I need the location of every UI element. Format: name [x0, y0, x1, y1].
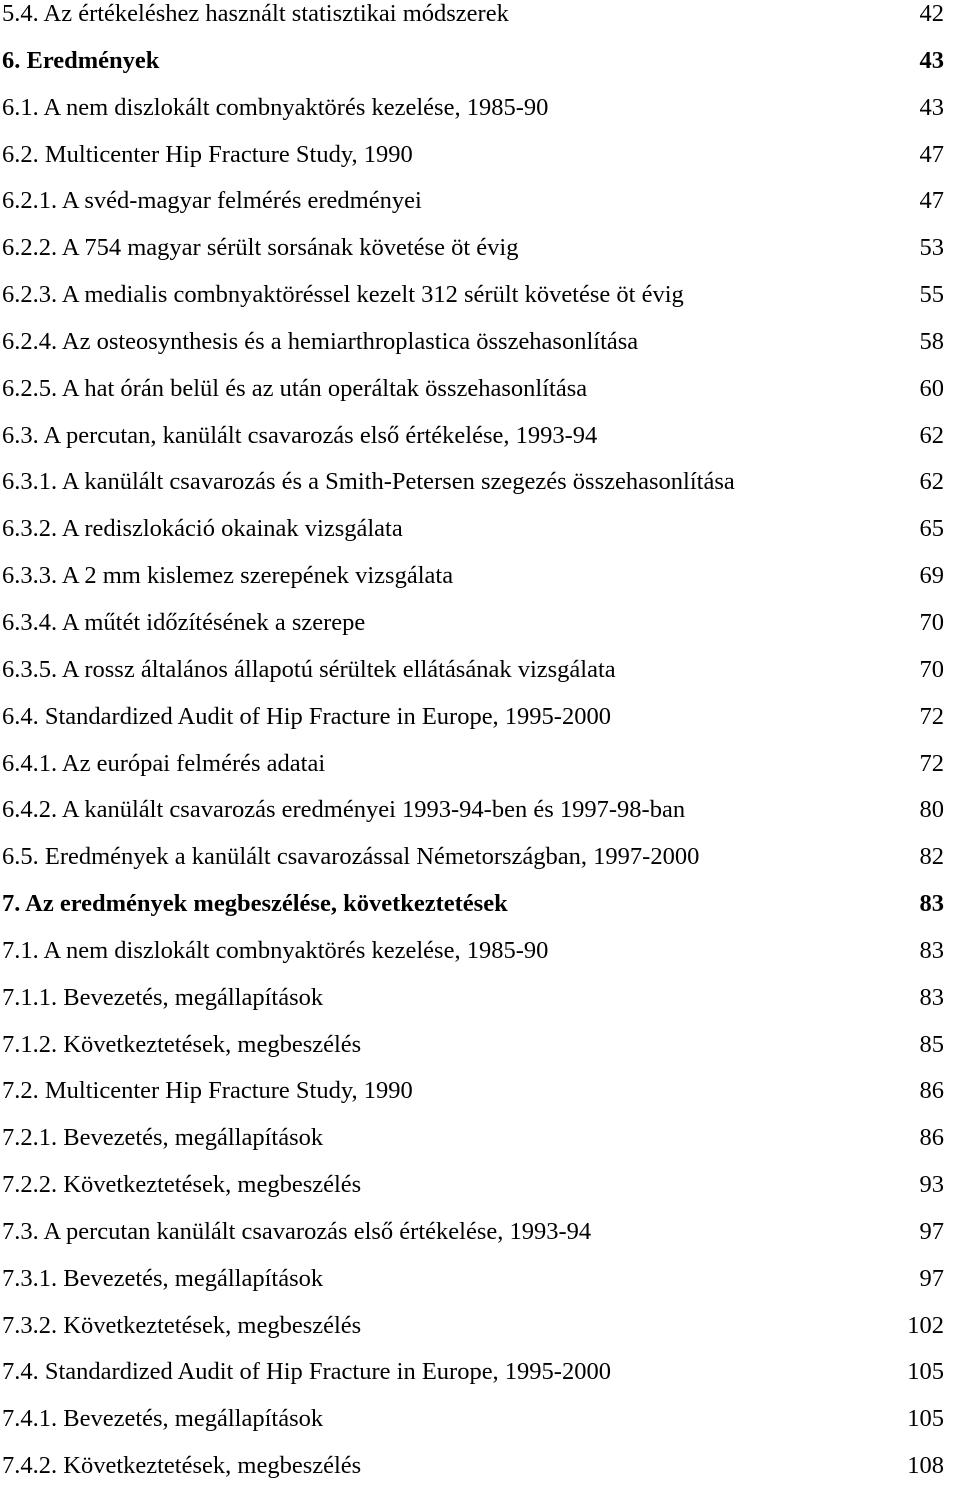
toc-entry-title: 6.3.2. A rediszlokáció okainak vizsgálata	[2, 515, 403, 543]
toc-entry-title: 6.2.1. A svéd-magyar felmérés eredményei	[2, 187, 422, 215]
toc-entry	[0, 0, 960, 47]
toc-entry	[0, 750, 960, 797]
toc-entry-title: 6.3.5. A rossz általános állapotú sérültek ellátásának vizsgálata	[2, 655, 616, 683]
toc-entry-title: 7.2.1. Bevezetés, megállapítások	[2, 1124, 324, 1152]
toc-entry-title: 6.3.1. A kanülált csavarozás és a Smith-Petersen szegezés összehasonlítása	[2, 468, 735, 496]
toc-entry	[0, 1312, 960, 1359]
toc-entry-title: 7.4. Standardized Audit of Hip Fracture in Europe, 1995-2000	[2, 1358, 611, 1386]
toc-entry-title: 7.3. A percutan kanülált csavarozás első értékelése, 1993-94	[2, 1217, 592, 1245]
toc-entry	[0, 609, 960, 656]
toc-entry-page: 86	[919, 1077, 944, 1105]
toc-entry	[0, 47, 960, 94]
toc-entry-page: 83	[919, 983, 944, 1011]
toc-entry	[0, 703, 960, 750]
toc-entry-page: 43	[919, 46, 944, 74]
toc-entry-title: 6.5. Eredmények a kanülált csavarozással Németországban, 1997-2000	[2, 843, 700, 871]
toc-entry-title: 6.3. A percutan, kanülált csavarozás első értékelése, 1993-94	[2, 421, 598, 449]
toc-entry-title: 7. Az eredmények megbeszélése, következtetések	[2, 890, 508, 918]
toc-entry	[0, 187, 960, 234]
toc-entry-title: 7.3.1. Bevezetés, megállapítások	[2, 1264, 324, 1292]
toc-entry-page: 69	[919, 562, 944, 590]
toc-entry-page: 42	[919, 0, 944, 27]
toc-entry	[0, 1124, 960, 1171]
toc-entry	[0, 375, 960, 422]
toc-entry-page: 102	[907, 1311, 944, 1339]
toc-entry	[0, 468, 960, 515]
toc-entry-page: 97	[919, 1264, 944, 1292]
toc-entry-page: 83	[919, 936, 944, 964]
toc-entry-page: 72	[919, 702, 944, 730]
toc-entry-title: 6. Eredmények	[2, 46, 160, 74]
toc-entry-page: 53	[919, 234, 944, 262]
toc-entry	[0, 796, 960, 843]
toc-entry	[0, 1031, 960, 1078]
toc-entry-page: 62	[919, 421, 944, 449]
toc-entry-page: 60	[919, 374, 944, 402]
toc-entry-page: 65	[919, 515, 944, 543]
toc-entry-title: 6.2.2. A 754 magyar sérült sorsának követése öt évig	[2, 234, 519, 262]
toc-entry-page: 70	[919, 655, 944, 683]
toc-entry-page: 105	[907, 1358, 944, 1386]
toc-entry-page: 85	[919, 1030, 944, 1058]
toc-entry	[0, 1218, 960, 1265]
toc-entry	[0, 515, 960, 562]
toc-entry	[0, 562, 960, 609]
toc-entry-page: 47	[919, 187, 944, 215]
toc-entry-title: 6.2.4. Az osteosynthesis és a hemiarthroplastica összehasonlítása	[2, 327, 639, 355]
toc-entry	[0, 328, 960, 375]
toc-entry-title: 6.2. Multicenter Hip Fracture Study, 1990	[2, 140, 413, 168]
toc-entry	[0, 1405, 960, 1452]
toc-entry-title: 6.4.1. Az európai felmérés adatai	[2, 749, 326, 777]
toc-entry-title: 6.4. Standardized Audit of Hip Fracture in Europe, 1995-2000	[2, 702, 611, 730]
toc-entry	[0, 1077, 960, 1124]
toc-entry-page: 105	[907, 1405, 944, 1433]
toc-entry-page: 47	[919, 140, 944, 168]
toc-entry	[0, 281, 960, 328]
toc-entry-title: 7.3.2. Következtetések, megbeszélés	[2, 1311, 362, 1339]
toc-entry-title: 6.2.3. A medialis combnyaktöréssel kezelt 312 sérült követése öt évig	[2, 281, 684, 309]
toc-entry	[0, 843, 960, 890]
toc-entry-title: 7.2.2. Következtetések, megbeszélés	[2, 1171, 362, 1199]
toc-entry	[0, 234, 960, 281]
toc-entry-page: 97	[919, 1217, 944, 1245]
toc-entry	[0, 1452, 960, 1499]
toc-entry-title: 6.2.5. A hat órán belül és az után operáltak összehasonlítása	[2, 374, 588, 402]
toc-entry-page: 93	[919, 1171, 944, 1199]
toc-entry-title: 6.3.3. A 2 mm kislemez szerepének vizsgálata	[2, 562, 454, 590]
toc-entry-page: 58	[919, 327, 944, 355]
toc-entry-title: 6.3.4. A műtét időzítésének a szerepe	[2, 608, 366, 636]
toc-entry	[0, 937, 960, 984]
toc-entry-page: 62	[919, 468, 944, 496]
toc-entry-page: 108	[907, 1452, 944, 1480]
toc-entry	[0, 890, 960, 937]
toc-entry	[0, 422, 960, 469]
toc-entry	[0, 656, 960, 703]
toc-entry-page: 55	[919, 281, 944, 309]
toc-entry-title: 6.4.2. A kanülált csavarozás eredményei 1993-94-ben és 1997-98-ban	[2, 796, 686, 824]
toc-entry	[0, 141, 960, 188]
toc-entry-page: 70	[919, 608, 944, 636]
toc-entry-title: 7.1. A nem diszlokált combnyaktörés kezelése, 1985-90	[2, 936, 549, 964]
toc-entry-page: 82	[919, 843, 944, 871]
toc-entry	[0, 984, 960, 1031]
toc-entry-page: 83	[919, 890, 944, 918]
toc-entry	[0, 1358, 960, 1405]
toc-entry-page: 72	[919, 749, 944, 777]
toc-entry-title: 7.2. Multicenter Hip Fracture Study, 1990	[2, 1077, 413, 1105]
toc-entry	[0, 1265, 960, 1312]
toc-entry-page: 80	[919, 796, 944, 824]
toc-entry	[0, 94, 960, 141]
toc-entry-title: 7.4.2. Következtetések, megbeszélés	[2, 1452, 362, 1480]
toc-entry-title: 6.1. A nem diszlokált combnyaktörés kezelése, 1985-90	[2, 93, 549, 121]
toc-entry-title: 7.4.1. Bevezetés, megállapítások	[2, 1405, 324, 1433]
toc-entry-page: 43	[919, 93, 944, 121]
toc-entry-title: 7.1.1. Bevezetés, megállapítások	[2, 983, 324, 1011]
toc-entry-title: 7.1.2. Következtetések, megbeszélés	[2, 1030, 362, 1058]
toc-entry-title: 5.4. Az értékeléshez használt statisztikai módszerek	[2, 0, 509, 27]
toc-entry-page: 86	[919, 1124, 944, 1152]
toc-entry	[0, 1171, 960, 1218]
